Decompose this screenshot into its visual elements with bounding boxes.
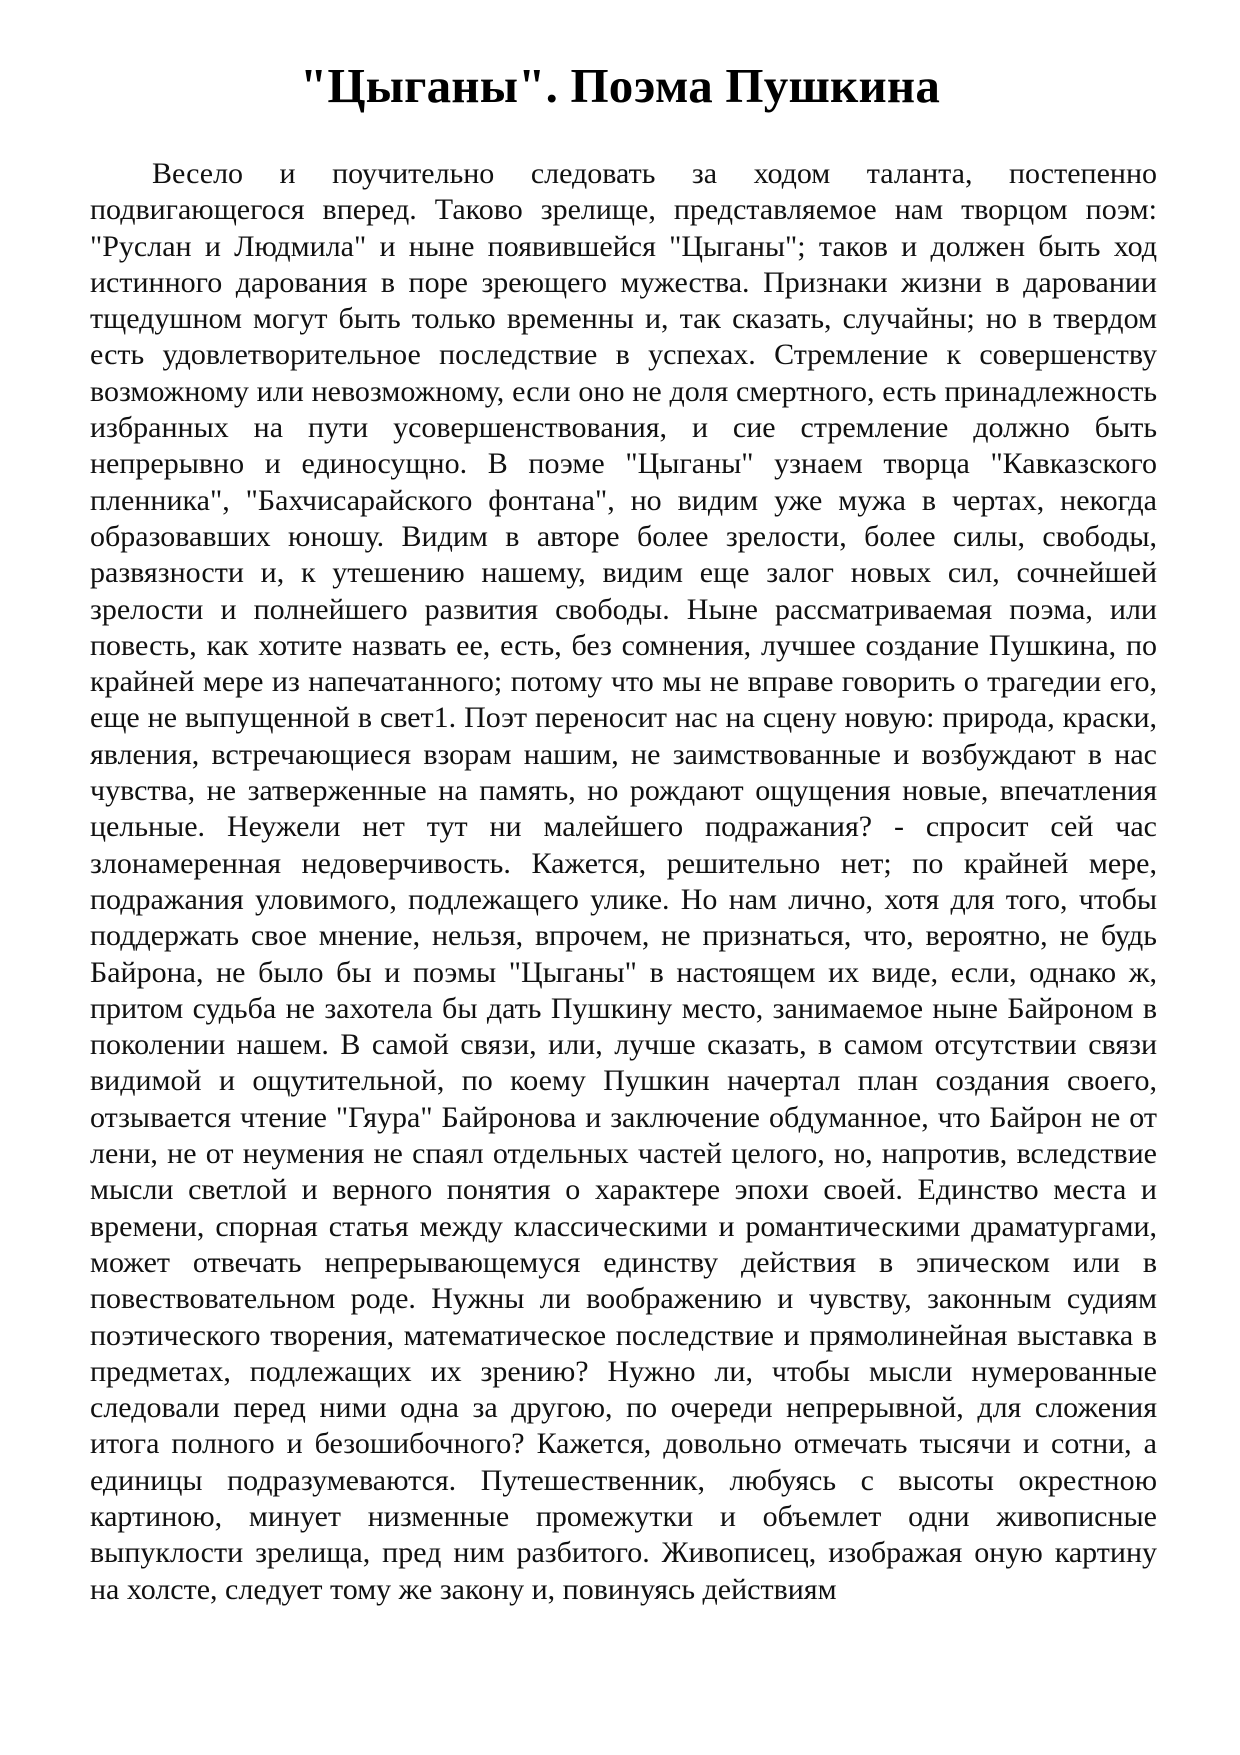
- body-paragraph: Весело и поучительно следовать за ходом таланта, постепенно подвигающегося вперед. Таково зрелище, представляемое нам творцом поэм: "Руслан и Людмила" и ныне появившейся "Цыганы"; таков и должен быть ход истинного дарования в поре зреющего мужества. Признаки жизни в даровании тщедушном могут быть только временны и, так сказать, случайны; но в твердом есть удовлетворительное последствие в успехах. Стремление к совершенству возможному или невозможному, если оно не доля смертного, есть принадлежность избранных на пути усовершенствования, и сие стремление должно быть непрерывно и единосущно. В поэме "Цыганы" узнаем творца "Кавказского пленника", "Бахчисарайского фонтана", но видим уже мужа в чертах, некогда образовавших юношу. Видим в авторе более зрелости, более силы, свободы, развязности и, к утешению нашему, видим еще залог новых сил, сочнейшей зрелости и полнейшего развития свободы. Ныне рассматриваемая поэма, или повесть, как хотите назвать ее, есть, без сомнения, лучшее создание Пушкина, по крайней мере из напечатанного; потому что мы не вправе говорить о трагедии его, еще не выпущенной в свет1. Поэт переносит нас на сцену новую: природа, краски, явления, встречающиеся взорам нашим, не заимствованные и возбуждают в нас чувства, не затверженные на память, но рождают ощущения новые, впечатления цельные. Неужели нет тут ни малейшего подражания? - спросит сей час злонамеренная недоверчивость. Кажется, решительно нет; по крайней мере, подражания уловимого, подлежащего улике. Но нам лично, хотя для того, чтобы поддержать свое мнение, нельзя, впрочем, не признаться, что, вероятно, не будь Байрона, не было бы и поэмы "Цыганы" в настоящем их виде, если, однако ж, притом судьба не захотела бы дать Пушкину место, занимаемое ныне Байроном в поколении нашем. В самой связи, или, лучше сказать, в самом отсутствии связи видимой и ощутительной, по коему Пушкин начертал план создания своего, отзывается чтение "Гяура" Байронова и заключение обдуманное, что Байрон не от лени, не от неумения не спаял отдельных частей целого, но, напротив, вследствие мысли светлой и верного понятия о характере эпохи своей. Единство места и времени, спорная статья между классическими и романтическими драматургами, может отвечать непрерывающемуся единству действия в эпическом или в повествовательном роде. Нужны ли воображению и чувству, законным судиям поэтического творения, математическое последствие и прямолинейная выставка в предметах, подлежащих их зрению? Нужно ли, чтобы мысли нумерованные следовали перед ними одна за другою, по очереди непрерывной, для сложения итога полного и безошибочного? Кажется, довольно отмечать тысячи и сотни, а единицы подразумеваются. Путешественник, любуясь с высоты окрестною картиною, минует низменные промежутки и объемлет одни живописные выпуклости зрелища, пред ним разбитого. Живописец, изображая оную картину на холсте, следует тому же закону и, повинуясь действиям: [90, 157, 1157, 1606]
- page-title: "Цыганы". Поэма Пушкина: [299, 58, 941, 113]
